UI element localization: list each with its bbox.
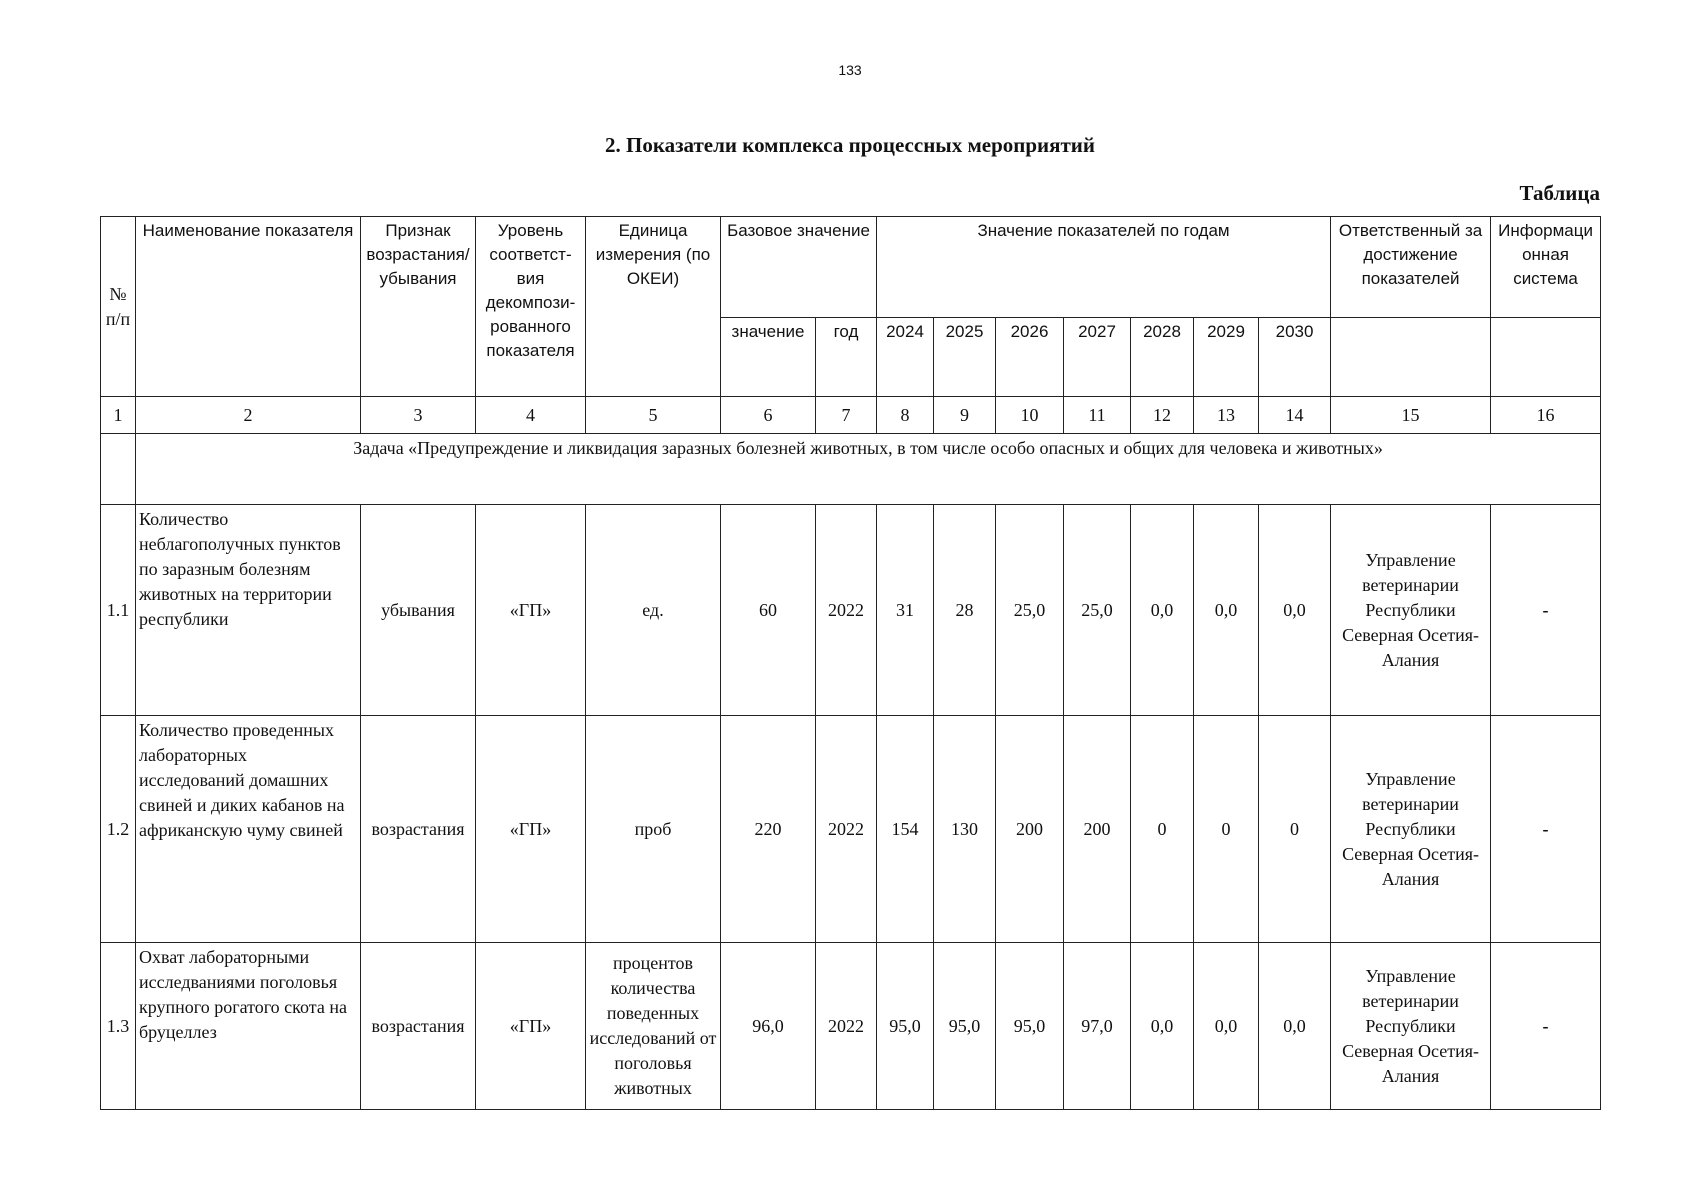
row-year-value: 25,0 [1064,505,1131,716]
row-info-system: - [1491,943,1601,1110]
row-base-value: 96,0 [721,943,816,1110]
header-info-system-blank [1491,318,1601,397]
row-base-value: 220 [721,716,816,943]
header-sign: Признак возрастания/ убывания [361,217,476,397]
row-level: «ГП» [476,716,586,943]
header-base: Базовое значение [721,217,877,318]
column-number: 1 [101,397,136,434]
column-number: 7 [816,397,877,434]
row-year-value: 0,0 [1131,505,1194,716]
row-year-value: 200 [996,716,1064,943]
row-year-value: 95,0 [996,943,1064,1110]
row-base-value: 60 [721,505,816,716]
header-info-system: Информаци онная система [1491,217,1601,318]
row-responsible: Управление ветеринарии Республики Северная Осетия-Алания [1331,943,1491,1110]
column-number: 3 [361,397,476,434]
column-number: 15 [1331,397,1491,434]
row-num: 1.1 [101,505,136,716]
table-caption: Таблица [1519,181,1600,205]
task-row [101,434,1601,505]
header-unit: Единица измерения (по ОКЕИ) [586,217,721,397]
row-year-value: 130 [934,716,996,943]
row-level: «ГП» [476,943,586,1110]
row-name: Количество неблагополучных пунктов по заразным болезням животных на территории республики [136,505,361,716]
row-info-system: - [1491,716,1601,943]
row-year-value: 0,0 [1194,943,1259,1110]
row-unit: процентов количества поведенных исследований от поголовья животных [586,943,721,1110]
row-year-value: 0 [1259,716,1331,943]
column-number: 2 [136,397,361,434]
row-year-value: 0,0 [1259,943,1331,1110]
section-title: 2. Показатели комплекса процессных мероприятий [604,133,1095,157]
row-info-system: - [1491,505,1601,716]
row-year-value: 0,0 [1194,505,1259,716]
header-name: Наименование показателя [136,217,361,397]
row-year-value: 0 [1194,716,1259,943]
column-number: 5 [586,397,721,434]
row-year-value: 25,0 [996,505,1064,716]
header-num: № п/п [101,217,136,397]
header-year: 2024 [877,318,934,397]
row-year-value: 200 [1064,716,1131,943]
task-num-blank [101,434,136,505]
header-base-value: значение [721,318,816,397]
row-sign: убывания [361,505,476,716]
row-base-year: 2022 [816,505,877,716]
row-unit: проб [586,716,721,943]
header-year: 2029 [1194,318,1259,397]
table-row [101,716,1601,943]
column-number: 12 [1131,397,1194,434]
page-number: 133 [838,62,862,78]
row-year-value: 0 [1131,716,1194,943]
header-row-1 [101,217,1601,318]
column-number: 8 [877,397,934,434]
row-year-value: 95,0 [877,943,934,1110]
row-num: 1.3 [101,943,136,1110]
row-year-value: 31 [877,505,934,716]
column-number: 6 [721,397,816,434]
header-year: 2027 [1064,318,1131,397]
header-year: 2030 [1259,318,1331,397]
row-year-value: 28 [934,505,996,716]
row-base-year: 2022 [816,716,877,943]
row-sign: возрастания [361,943,476,1110]
row-year-value: 0,0 [1259,505,1331,716]
row-name: Количество проведенных лабораторных исследований домашних свиней и диких кабанов на африканскую чуму свиней [136,716,361,943]
row-unit: ед. [586,505,721,716]
row-base-year: 2022 [816,943,877,1110]
column-number: 11 [1064,397,1131,434]
row-sign: возрастания [361,716,476,943]
column-numbers-row [101,397,1601,434]
header-level: Уровень соответст-вия декомпози-рованного показателя [476,217,586,397]
row-year-value: 95,0 [934,943,996,1110]
row-responsible: Управление ветеринарии Республики Северная Осетия-Алания [1331,505,1491,716]
column-number: 14 [1259,397,1331,434]
column-number: 13 [1194,397,1259,434]
row-responsible: Управление ветеринарии Республики Северная Осетия-Алания [1331,716,1491,943]
task-text: Задача «Предупреждение и ликвидация заразных болезней животных, в том числе особо опасных и общих для человека и животных» [136,434,1601,505]
header-responsible-blank [1331,318,1491,397]
row-name: Охват лабораторными исследваниями поголовья крупного рогатого скота на бруцеллез [136,943,361,1110]
column-number: 4 [476,397,586,434]
table-row [101,505,1601,716]
column-number: 9 [934,397,996,434]
column-number: 10 [996,397,1064,434]
indicators-table [100,216,1601,1110]
header-year: 2028 [1131,318,1194,397]
column-number: 16 [1491,397,1601,434]
row-year-value: 97,0 [1064,943,1131,1110]
row-num: 1.2 [101,716,136,943]
header-years-group: Значение показателей по годам [877,217,1331,318]
table-row [101,943,1601,1110]
header-year: 2026 [996,318,1064,397]
header-responsible: Ответственный за достижение показателей [1331,217,1491,318]
row-year-value: 0,0 [1131,943,1194,1110]
header-year: 2025 [934,318,996,397]
row-level: «ГП» [476,505,586,716]
header-base-year: год [816,318,877,397]
row-year-value: 154 [877,716,934,943]
